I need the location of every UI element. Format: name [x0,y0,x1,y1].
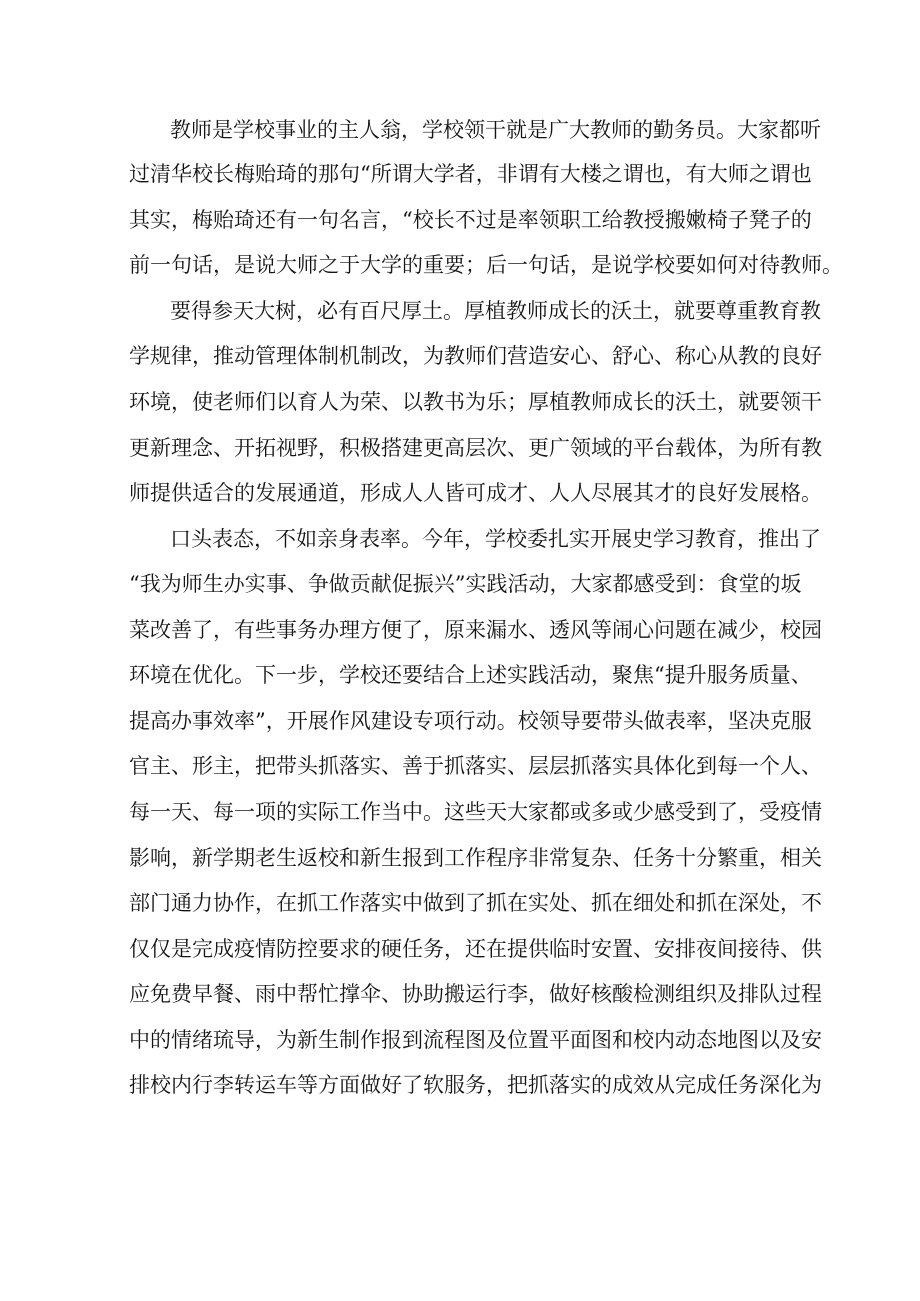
paragraph-3-line-7: 每一天、每一项的实际工作当中。这些天大家都或多或少感受到了，受疫情 [129,800,822,824]
paragraph-3-line-12: 中的情绪琉导，为新生制作报到流程图及位置平面图和校内动态地图以及安 [129,1028,822,1052]
paragraph-2-line-5: 师提供适合的发展通道，形成人人皆可成才、人人尽展其才的良好发展格。 [129,481,822,505]
paragraph-1-line-3: 其实，梅贻琦还有一句名言，“校长不过是率领职工给教授搬嫩椅子凳子的 [129,208,812,232]
paragraph-3-line-9: 部门通力协作，在抓工作落实中做到了抓在实处、抓在细处和抓在深处，不 [129,891,822,915]
paragraph-2-line-3: 环境，使老师们以育人为荣、以教书为乐；厚植教师成长的沃土，就要领干 [129,390,822,414]
paragraph-2-line-4: 更新理念、开拓视野，积极搭建更高层次、更广领域的平台载体，为所有教 [129,436,822,460]
paragraph-3-line-2: “我为师生办实事、争做贡献促振兴”实践活动，大家都感受到：食堂的坂 [129,572,802,596]
paragraph-3-line-4: 环境在优化。下一步，学校还要结合上述实践活动，聚焦“提升服务质量、 [129,663,812,687]
paragraph-3-line-3: 菜改善了，有些事务办理方便了，原来漏水、透风等闹心问题在减少，校园 [129,618,822,642]
paragraph-3-line-5: 提高办事效率”，开展作风建设专项行动。校领导要带头做表率，坚决克服 [129,709,812,733]
paragraph-3-line-13: 排校内行李转运车等方面做好了软服务，把抓落实的成效从完成任务深化为 [129,1073,822,1097]
paragraph-1-line-2: 过清华校长梅贻琦的那句“所谓大学者，非谓有大楼之谓也，有大师之谓也 [129,162,812,186]
paragraph-3-line-11: 应免费早餐、雨中帮忙撑伞、协助搬运行李，做好核酸检测组织及排队过程 [129,982,822,1006]
paragraph-3-line-10: 仅仅是完成疫情防控要求的硬任务，还在提供临时安置、安排夜间接待、供 [129,937,822,961]
paragraph-1-line-1: 教师是学校事业的主人翁，学校领干就是广大教师的勤务员。大家都听 [170,118,821,142]
paragraph-2-line-1: 要得参天大树，必有百尺厚土。厚植教师成长的沃土，就要尊重教育教 [170,299,821,323]
paragraph-3-line-8: 影响，新学期老生返校和新生报到工作程序非常复杂、任务十分繁重，相关 [129,846,822,870]
paragraph-1-line-4: 前一句话，是说大师之于大学的重要；后一句话，是说学校要如何对待教师。 [129,253,843,277]
paragraph-2-line-2: 学规律，推动管理体制机制改，为教师们营造安心、舒心、称心从教的良好 [129,344,822,368]
paragraph-3-line-6: 官主、形主，把带头抓落实、善于抓落实、层层抓落实具体化到每一个人、 [129,754,822,778]
paragraph-3-line-1: 口头表态，不如亲身表率。今年，学校委扎实开展史学习教育，推出了 [170,527,821,551]
